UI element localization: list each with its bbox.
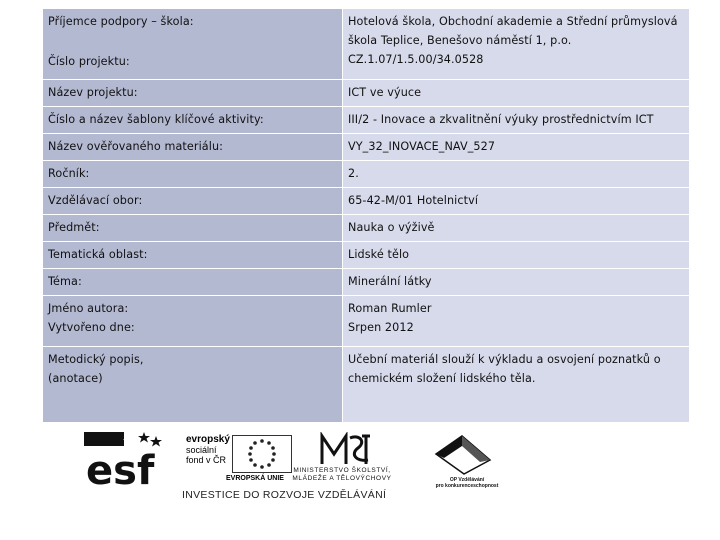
esf-letters: esf (86, 448, 155, 488)
table-row (43, 269, 690, 296)
thematic-area-label: Tematická oblast: (43, 242, 343, 269)
eu-text: EVROPSKÁ UNIE (226, 475, 284, 482)
author-label: Jméno autora: (48, 302, 129, 315)
topic-value: Minerální látky (343, 269, 690, 296)
value-cell (343, 9, 690, 80)
esf-line-1: evropský (186, 434, 230, 445)
label-cell (43, 296, 343, 347)
material-name-value: VY_32_INOVACE_NAV_527 (343, 134, 690, 161)
op-text (422, 477, 512, 489)
project-name-value: ICT ve výuce (343, 80, 690, 107)
msmt-logo (320, 432, 378, 466)
table-row (43, 134, 690, 161)
msmt-line-1: MINISTERSTVO ŠKOLSTVÍ, (293, 467, 391, 474)
thematic-area-value: Lidské tělo (343, 242, 690, 269)
template-label: Číslo a název šablony klíčové aktivity: (43, 107, 343, 134)
created-label: Vytvořeno dne: (48, 321, 135, 334)
grade-value: 2. (343, 161, 690, 188)
annotation-label (43, 347, 343, 423)
table-row (43, 80, 690, 107)
table-row (43, 188, 690, 215)
author-value: Roman Rumler (348, 302, 432, 315)
project-name-label: Název projektu: (43, 80, 343, 107)
table-row (43, 242, 690, 269)
subject-value: Nauka o výživě (343, 215, 690, 242)
msmt-line-2: MLÁDEŽE A TĚLOVÝCHOVY (292, 475, 392, 482)
table-row (43, 161, 690, 188)
recipient-label: Příjemce podpory – škola: (48, 15, 194, 28)
investice-slogan: INVESTICE DO ROZVOJE VZDĚLÁVÁNÍ (182, 489, 387, 501)
topic-label: Téma: (43, 269, 343, 296)
project-info-table (42, 8, 690, 423)
annotation-value: Učební materiál slouží k výkladu a osvojení poznatků o chemickém složení lidského těla. (343, 347, 690, 423)
op-logo (432, 432, 494, 476)
project-number-value: CZ.1.07/1.5.00/34.0528 (348, 53, 484, 66)
label-cell (43, 9, 343, 80)
field-label: Vzdělávací obor: (43, 188, 343, 215)
eu-flag-icon (232, 435, 292, 473)
logo-strip (82, 430, 502, 506)
project-number-label: Číslo projektu: (48, 55, 130, 68)
esf-text (186, 435, 230, 465)
table-row (43, 347, 690, 423)
annotation-label-text: Metodický popis, (anotace) (48, 353, 144, 385)
msmt-text (292, 467, 392, 483)
table-row (43, 107, 690, 134)
template-value: III/2 - Inovace a zkvalitnění výuky prostřednictvím ICT (343, 107, 690, 134)
op-line-2: pro konkurenceschopnost (435, 483, 499, 489)
op-line-1: OP Vzdělávání (449, 477, 485, 483)
subject-label: Předmět: (43, 215, 343, 242)
esf-line-2: sociální (186, 445, 217, 455)
field-value: 65-42-M/01 Hotelnictví (343, 188, 690, 215)
grade-label: Ročník: (43, 161, 343, 188)
table-row (43, 296, 690, 347)
esf-logo (82, 430, 182, 488)
value-cell (343, 296, 690, 347)
table-row (43, 215, 690, 242)
created-value: Srpen 2012 (348, 321, 414, 334)
table-row (43, 9, 690, 80)
material-name-label: Název ověřovaného materiálu: (43, 134, 343, 161)
recipient-value: Hotelová škola, Obchodní akademie a Střední průmyslová škola Teplice, Benešovo náměstí 1, p.o. (348, 15, 678, 47)
esf-line-3: fond v ČR (186, 455, 227, 465)
